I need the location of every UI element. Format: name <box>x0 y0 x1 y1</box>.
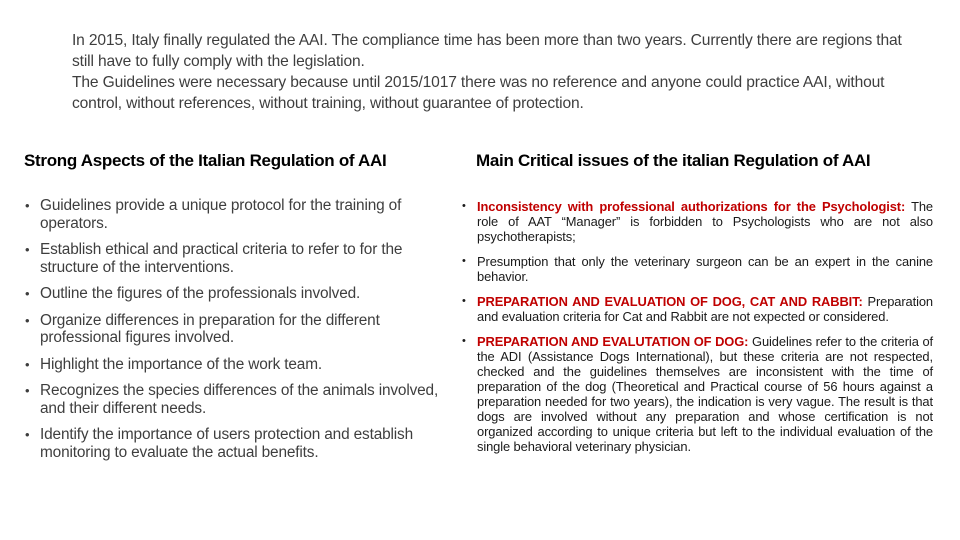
list-item-text: Outline the figures of the professionals involved. <box>40 285 361 302</box>
list-item <box>460 294 933 324</box>
bullet-icon: • <box>25 286 30 301</box>
list-item <box>460 334 933 454</box>
bullet-icon: • <box>462 295 466 307</box>
list-item-text <box>477 199 933 244</box>
bullet-icon: • <box>25 198 30 213</box>
list-item <box>460 199 933 244</box>
item-lead-emphasis: PREPARATION AND EVALUATION OF DOG, CAT AND RABBIT: <box>477 294 863 309</box>
strong-aspects-list <box>24 197 460 461</box>
critical-issues-column <box>460 199 933 464</box>
item-lead-emphasis: PREPARATION AND EVALUTATION OF DOG: <box>477 334 749 349</box>
intro-paragraph <box>72 30 910 114</box>
critical-issues-list <box>460 199 933 454</box>
list-item-text: Highlight the importance of the work team. <box>40 355 322 373</box>
item-body-text: The role of AAT “Manager” is forbidden to Psychologists who are not also psychotherapists; <box>477 199 933 244</box>
item-body-text: Preparation and evaluation criteria for Cat and Rabbit are not expected or considered. <box>477 294 933 324</box>
list-item <box>24 382 460 417</box>
list-item-text: Recognizes the species differences of the animals involved, and their different needs. <box>40 382 439 417</box>
list-item <box>24 312 460 347</box>
intro-line-2: The Guidelines were necessary because until 2015/1017 there was no reference and anyone could practice AAI, without control, without references, without training, without guarantee of protection. <box>72 74 885 112</box>
list-item <box>460 254 933 284</box>
list-item <box>24 285 460 303</box>
bullet-icon: • <box>25 383 30 398</box>
bullet-icon: • <box>25 312 30 328</box>
list-item-text: Identify the importance of users protection and establish monitoring to evaluate the actual benefits. <box>40 426 414 461</box>
list-item <box>24 197 460 232</box>
bullet-icon: • <box>25 356 30 372</box>
list-item-text <box>477 294 933 324</box>
strong-aspects-column <box>24 197 460 470</box>
left-column-heading: Strong Aspects of the Italian Regulation of AAI <box>24 151 387 170</box>
list-item <box>24 426 460 461</box>
bullet-icon: • <box>462 200 466 212</box>
item-body-text: Presumption that only the veterinary surgeon can be an expert in the canine behavior. <box>477 254 933 284</box>
bullet-icon: • <box>462 335 466 347</box>
right-column-heading: Main Critical issues of the italian Regulation of AAI <box>476 151 871 170</box>
list-item-text: Organize differences in preparation for the different professional figures involved. <box>40 311 380 346</box>
list-item-text: Establish ethical and practical criteria to refer to for the structure of the interventions. <box>40 241 403 276</box>
intro-line-1: In 2015, Italy finally regulated the AAI. The compliance time has been more than two years. Currently there are regions that still have to fully comply with the legislation. <box>72 32 902 70</box>
list-item <box>24 356 460 374</box>
list-item-text <box>477 254 933 284</box>
list-item-text <box>477 334 933 454</box>
bullet-icon: • <box>25 427 30 442</box>
list-item <box>24 241 460 276</box>
bullet-icon: • <box>25 242 30 257</box>
bullet-icon: • <box>462 255 466 267</box>
list-item-text: Guidelines provide a unique protocol for the training of operators. <box>40 197 402 232</box>
item-lead-emphasis: Inconsistency with professional authorizations for the Psychologist: <box>477 199 906 214</box>
item-body-text: Guidelines refer to the criteria of the ADI (Assistance Dogs International), but these criteria are not respected, checked and the guidelines themselves are inconsistent with the time of preparation of the dog (Theoretical and Practical course of 56 hours against a preparation needed for two years), the indication is very vague. The result is that dogs are involved without any preparation and whose certification is not organized according to unique criteria but left to the individual evaluation of the single behavioral veterinary physician. <box>477 334 933 454</box>
